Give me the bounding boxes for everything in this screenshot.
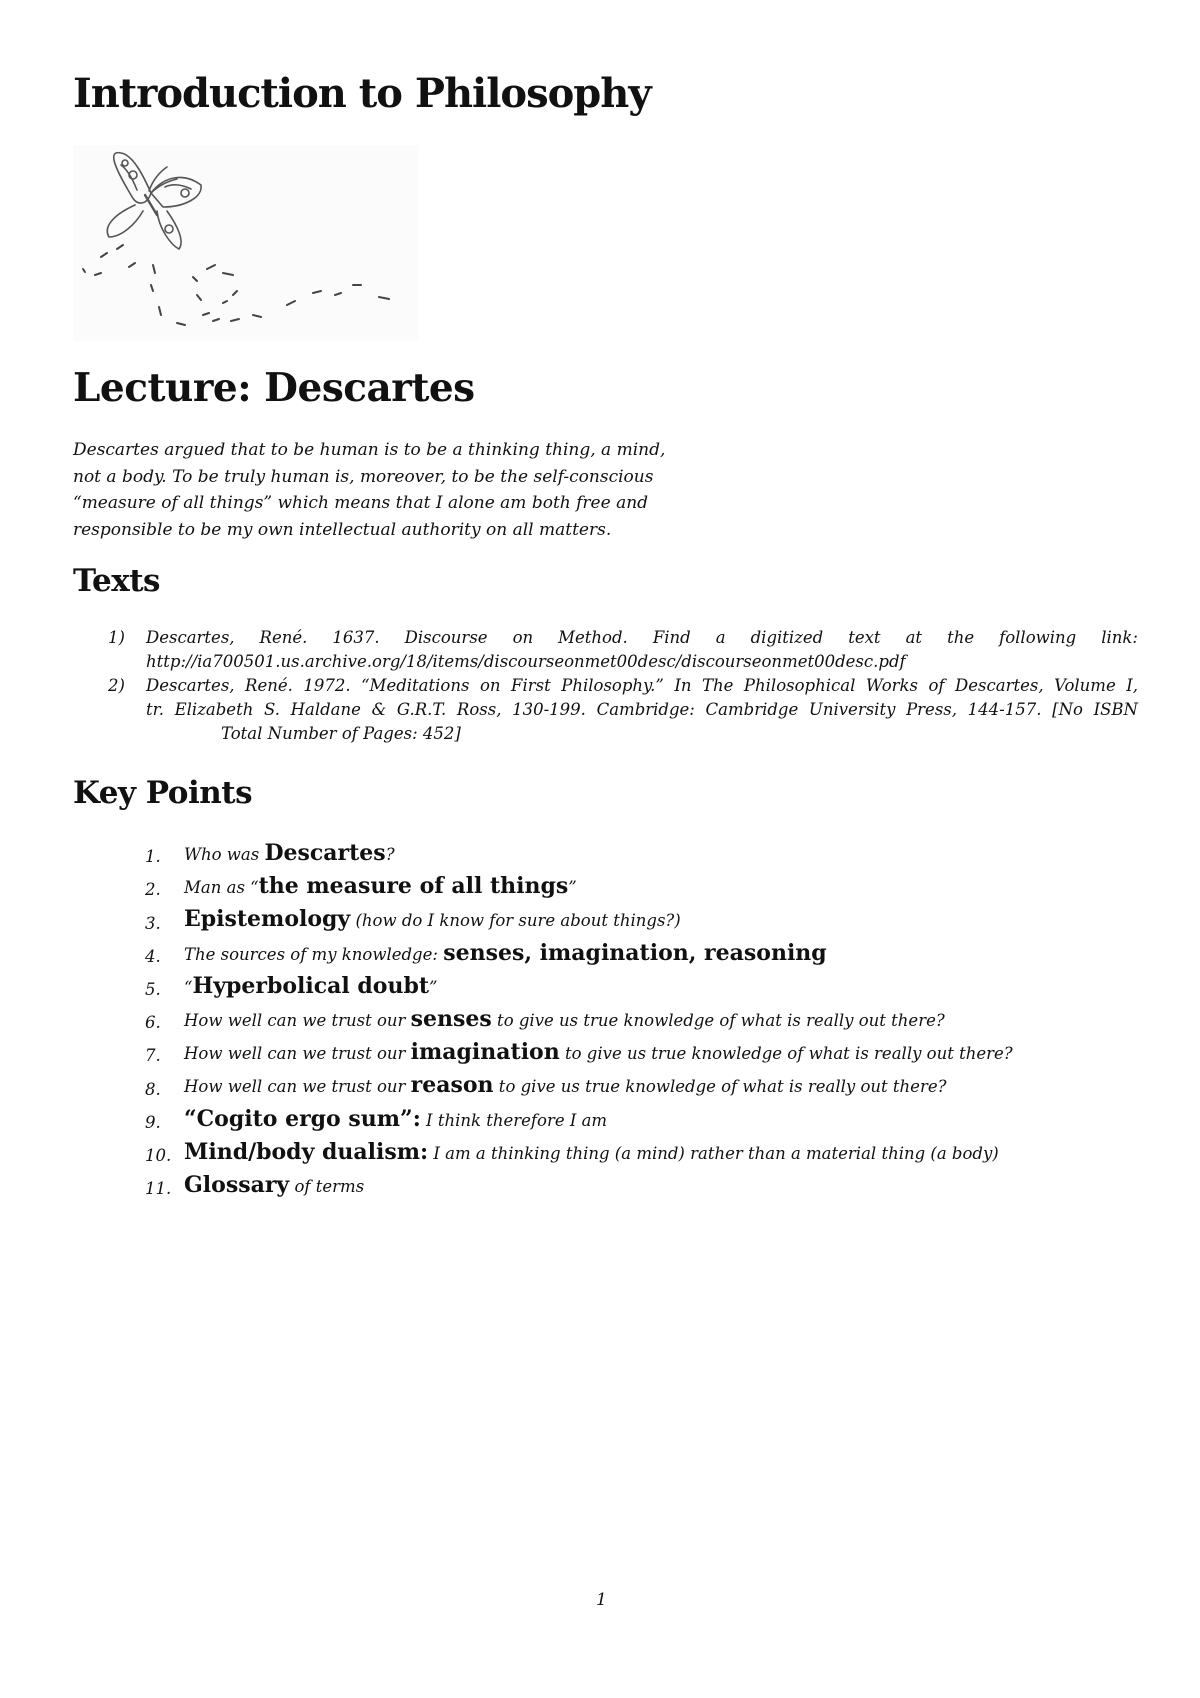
intro-line: Descartes argued that to be human is to be a thinking thing, a mind, <box>73 440 666 460</box>
key-point-term: reason <box>410 1072 494 1099</box>
intro-line: not a body. To be truly human is, moreover, to be the self-conscious <box>73 466 654 487</box>
key-point-text: to give us true knowledge of what is really out there? <box>559 1044 1013 1064</box>
key-point-item <box>145 973 1013 1006</box>
key-point-number: 7. <box>145 1046 161 1066</box>
reference-text: Descartes, René. 1972. “Meditations on First Philosophy.” In The Philosophical Works of Descartes, Volume I, <box>146 676 1138 695</box>
butterfly-drawing <box>73 145 418 341</box>
reference-list <box>108 626 1138 746</box>
key-point-text: Man as “ <box>184 878 259 898</box>
key-point-text: to give us true knowledge of what is really out there? <box>491 1010 945 1030</box>
key-point-item <box>145 1039 1013 1072</box>
key-point-text: to give us true knowledge of what is really out there? <box>493 1077 947 1097</box>
key-point-term: Epistemology <box>184 906 351 933</box>
lecture-heading: Lecture: Descartes <box>73 365 475 411</box>
key-point-term: Mind/body dualism: <box>184 1138 429 1165</box>
key-point-text: (how do I know for sure about things?) <box>350 911 681 931</box>
key-point-term: the measure of all things <box>258 873 569 900</box>
key-point-text: The sources of my knowledge: <box>184 944 444 964</box>
key-point-term: senses <box>410 1005 492 1032</box>
intro-line: responsible to be my own intellectual authority on all matters. <box>73 519 612 540</box>
key-point-text: How well can we trust our <box>184 1077 411 1097</box>
key-point-term: senses, imagination, reasoning <box>443 939 827 966</box>
key-point-number: 1. <box>145 847 161 867</box>
key-point-item <box>145 906 1013 939</box>
intro-paragraph <box>73 437 713 543</box>
key-point-text: ” <box>568 878 577 898</box>
key-point-number: 3. <box>145 913 161 933</box>
key-point-term: Glossary <box>184 1171 290 1198</box>
key-point-text: “ <box>184 977 193 997</box>
key-point-item <box>145 1072 1013 1105</box>
key-point-term: imagination <box>410 1039 560 1066</box>
key-point-text: ” <box>429 977 438 997</box>
butterfly-illustration <box>73 145 418 341</box>
key-point-number: 10. <box>145 1145 172 1165</box>
page-number: 1 <box>596 1590 607 1610</box>
key-point-item <box>145 1172 1013 1205</box>
key-point-term: Hyperbolical doubt <box>192 972 430 999</box>
reference-number: 1) <box>108 628 125 647</box>
texts-heading: Texts <box>73 563 160 599</box>
reference-item <box>108 674 1138 746</box>
key-point-text: I think therefore I am <box>420 1110 608 1130</box>
key-point-text: How well can we trust our <box>184 1010 411 1030</box>
key-point-item <box>145 940 1013 973</box>
key-point-text: How well can we trust our <box>184 1044 411 1064</box>
key-points-list <box>145 840 1013 1205</box>
key-point-text: of terms <box>289 1176 365 1196</box>
key-point-number: 9. <box>145 1112 161 1132</box>
reference-text: Total Number of Pages: 452] <box>221 724 461 743</box>
key-point-number: 11. <box>145 1179 172 1199</box>
key-point-item <box>145 1139 1013 1172</box>
key-point-number: 5. <box>145 979 161 999</box>
reference-text: Descartes, René. 1637. Discourse on Method. Find a digitized text at the following link: <box>146 628 1138 647</box>
key-point-text: Who was <box>184 845 265 864</box>
key-point-item <box>145 873 1013 906</box>
key-point-item <box>145 840 1013 873</box>
key-point-text: I am a thinking thing (a mind) rather than a material thing (a body) <box>428 1143 999 1163</box>
key-point-number: 8. <box>145 1079 161 1099</box>
document-title: Introduction to Philosophy <box>73 70 651 117</box>
reference-number: 2) <box>108 676 125 695</box>
key-point-number: 2. <box>145 880 161 900</box>
key-point-number: 4. <box>145 946 161 966</box>
key-point-term: Descartes <box>264 840 386 866</box>
reference-item <box>108 626 1138 674</box>
reference-text: tr. Elizabeth S. Haldane & G.R.T. Ross, 130-199. Cambridge: Cambridge University Press, 144-157. [No ISBN <box>146 700 1138 719</box>
key-points-heading: Key Points <box>73 775 253 811</box>
key-point-item <box>145 1006 1013 1039</box>
intro-line: “measure of all things” which means that I alone am both free and <box>73 493 649 513</box>
key-point-text: ? <box>385 845 395 864</box>
key-point-term: “Cogito ergo sum”: <box>184 1105 421 1132</box>
reference-link[interactable]: http://ia700501.us.archive.org/18/items/discourseonmet00desc/discourseonmet00desc.pdf <box>146 652 906 671</box>
key-point-number: 6. <box>145 1013 161 1033</box>
key-point-item <box>145 1106 1013 1139</box>
